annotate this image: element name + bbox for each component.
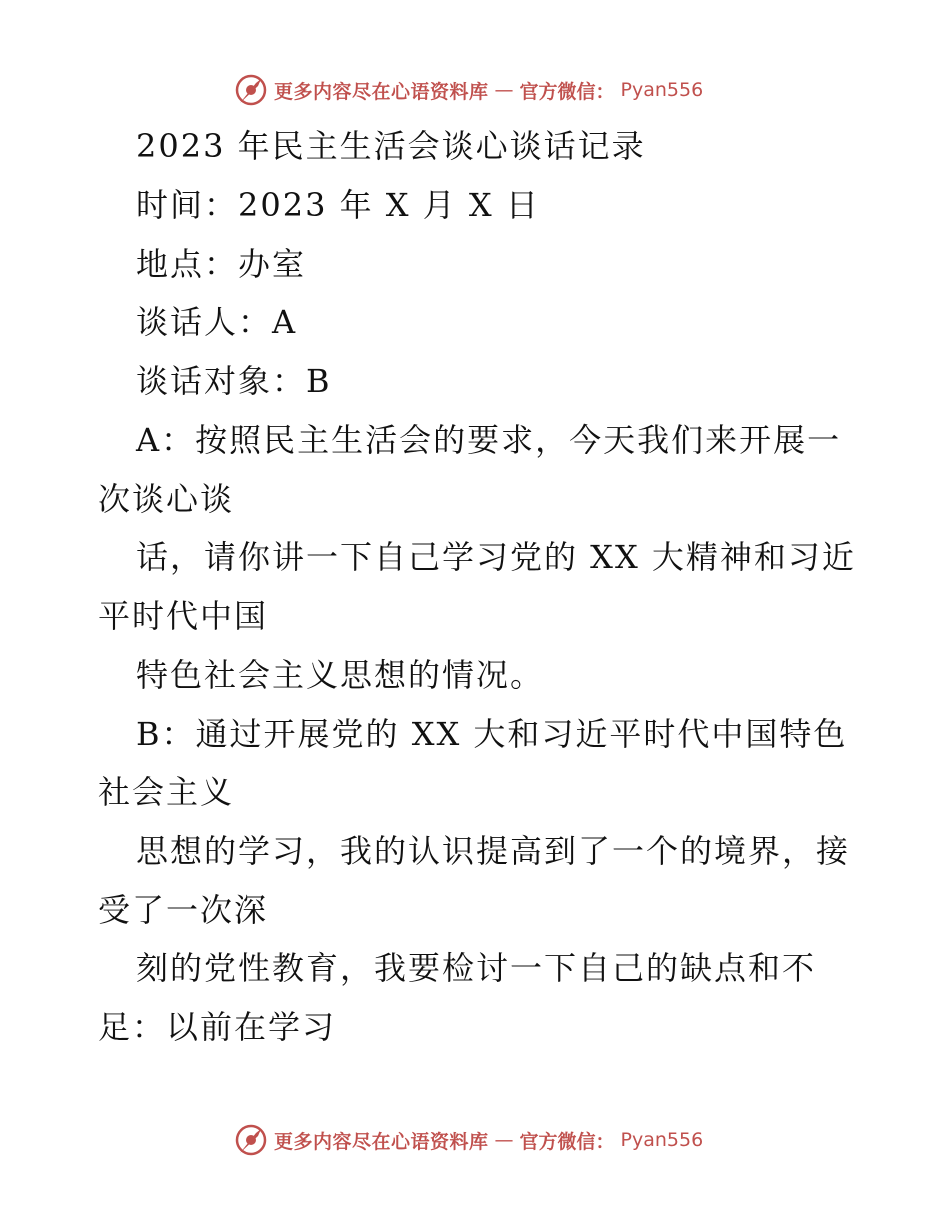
watermark-id: Pyan556 — [620, 79, 704, 101]
paragraph-line: A：按照民主生活会的要求，今天我们来开展一 — [136, 421, 842, 459]
paragraph-line: 特色社会主义思想的情况。 — [136, 656, 545, 694]
interviewee: 谈话对象：B — [136, 362, 332, 400]
footer-watermark — [234, 1122, 703, 1158]
watermark-dash: — — [494, 1129, 514, 1151]
quill-pen-circle-icon — [234, 1123, 268, 1157]
watermark-main-text: 更多内容尽在心语资料库 — [274, 1130, 489, 1153]
paragraph-line: 话，请你讲一下自己学习党的 XX 大精神和习近 — [136, 538, 856, 576]
watermark-official-label: 官方微信： — [519, 1130, 615, 1153]
quill-pen-circle-icon — [234, 73, 268, 107]
paragraph-line: 平时代中国 — [98, 597, 269, 635]
watermark-id: Pyan556 — [620, 1129, 704, 1151]
watermark-dash: — — [494, 79, 514, 101]
paragraph-line: B：通过开展党的 XX 大和习近平时代中国特色 — [136, 715, 848, 753]
interviewer: 谈话人：A — [136, 303, 298, 341]
paragraph-line: 刻的党性教育，我要检讨一下自己的缺点和不 — [136, 949, 817, 987]
meeting-location: 地点：办室 — [136, 245, 307, 283]
paragraph-line: 次谈心谈 — [98, 480, 235, 518]
header-watermark — [234, 72, 703, 108]
watermark-official-label: 官方微信： — [519, 80, 615, 103]
paragraph-line: 足：以前在学习 — [98, 1008, 337, 1046]
paragraph-line: 社会主义 — [98, 773, 235, 811]
meeting-time: 时间：2023 年 X 月 X 日 — [136, 186, 540, 224]
paragraph-line: 受了一次深 — [98, 891, 269, 929]
document-title: 2023 年民主生活会谈心谈话记录 — [136, 127, 646, 165]
watermark-main-text: 更多内容尽在心语资料库 — [274, 80, 489, 103]
paragraph-line: 思想的学习，我的认识提高到了一个的境界，接 — [136, 832, 851, 870]
